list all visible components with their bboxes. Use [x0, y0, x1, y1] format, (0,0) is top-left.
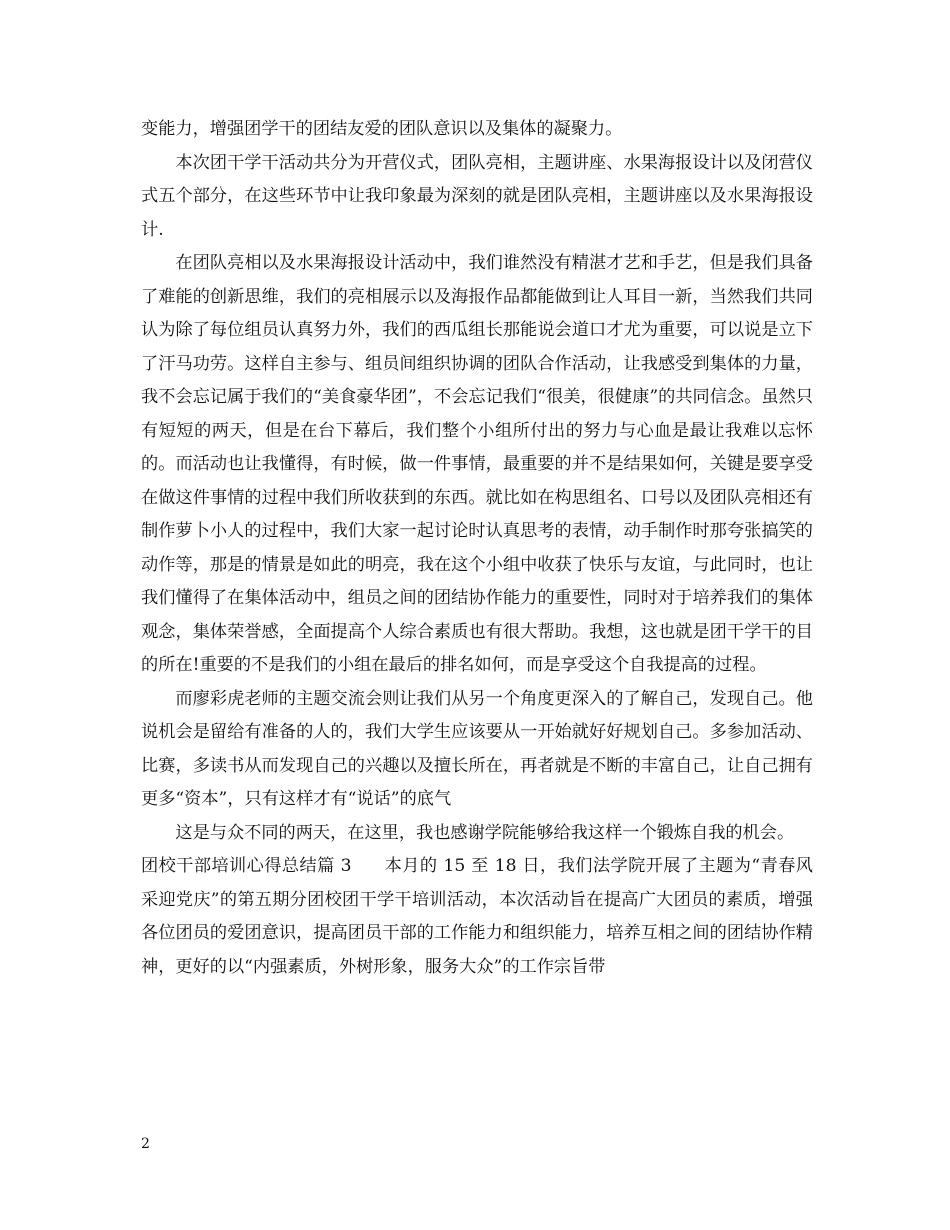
- document-body: [141, 113, 813, 984]
- paragraph-2: 本次团干学干活动共分为开营仪式，团队亮相，主题讲座、水果海报设计以及闭营仪式五个部分，在这些环节中让我印象最为深刻的就是团队亮相，主题讲座以及水果海报设计.: [141, 152, 813, 240]
- paragraph-4: 而廖彩虎老师的主题交流会则让我们从另一个角度更深入的了解自己，发现自己。他说机会是留给有准备的人的，我们大学生应该要从一开始就好好规划自己。多参加活动、比赛，多读书从而发现自己的兴趣以及擅长所在，再者就是不断的丰富自己，让自己拥有更多“资本”，只有这样才有“说话”的底气: [141, 688, 813, 809]
- paragraph-5: 这是与众不同的两天，在这里，我也感谢学院能够给我这样一个锻炼自我的机会。: [175, 822, 795, 843]
- page-number: 2: [141, 1136, 150, 1152]
- section-body-text: 本月的 15 至 18 日，我们法学院开展了主题为“青春风采迎党庆”的第五期分团校团干学干培训活动，本次活动旨在提高广大团员的素质，增强各位团员的爱团意识，提高团员干部的工作能力和组织能力，培养互相之间的团结协作精神，更好的以“内强素质，外树形象，服务大众”的工作宗旨带: [141, 856, 813, 977]
- section-heading: 团校干部培训心得总结篇 3: [141, 856, 352, 876]
- section-paragraph: [141, 850, 813, 984]
- paragraph-1: 变能力，增强团学干的团结友爱的团队意识以及集体的凝聚力。: [141, 119, 623, 139]
- paragraph-3: 在团队亮相以及水果海报设计活动中，我们谁然没有精湛才艺和手艺，但是我们具备了难能的创新思维，我们的亮相展示以及海报作品都能做到让人耳目一新，当然我们共同认为除了每位组员认真努力外，我们的西瓜组长那能说会道口才尤为重要，可以说是立下了汗马功劳。这样自主参与、组员间组织协调的团队合作活动，让我感受到集体的力量，我不会忘记属于我们的“美食豪华团”，不会忘记我们“很美，很健康”的共同信念。虽然只有短短的两天，但是在台下幕后，我们整个小组所付出的努力与心血是最让我难以忘怀的。而活动也让我懂得，有时候，做一件事情，最重要的并不是结果如何，关键是要享受在做这件事情的过程中我们所收获到的东西。就比如在构思组名、口号以及团队亮相还有制作萝卜小人的过程中，我们大家一起讨论时认真思考的表情，动手制作时那夸张搞笑的动作等，那是的情景是如此的明亮，我在这个小组中收获了快乐与友谊，与此同时，也让我们懂得了在集体活动中，组员之间的团结协作能力的重要性，同时对于培养我们的集体观念，集体荣誉感，全面提高个人综合素质也有很大帮助。我想，这也就是团干学干的目的所在!重要的不是我们的小组在最后的排名如何，而是享受这个自我提高的过程。: [141, 253, 813, 675]
